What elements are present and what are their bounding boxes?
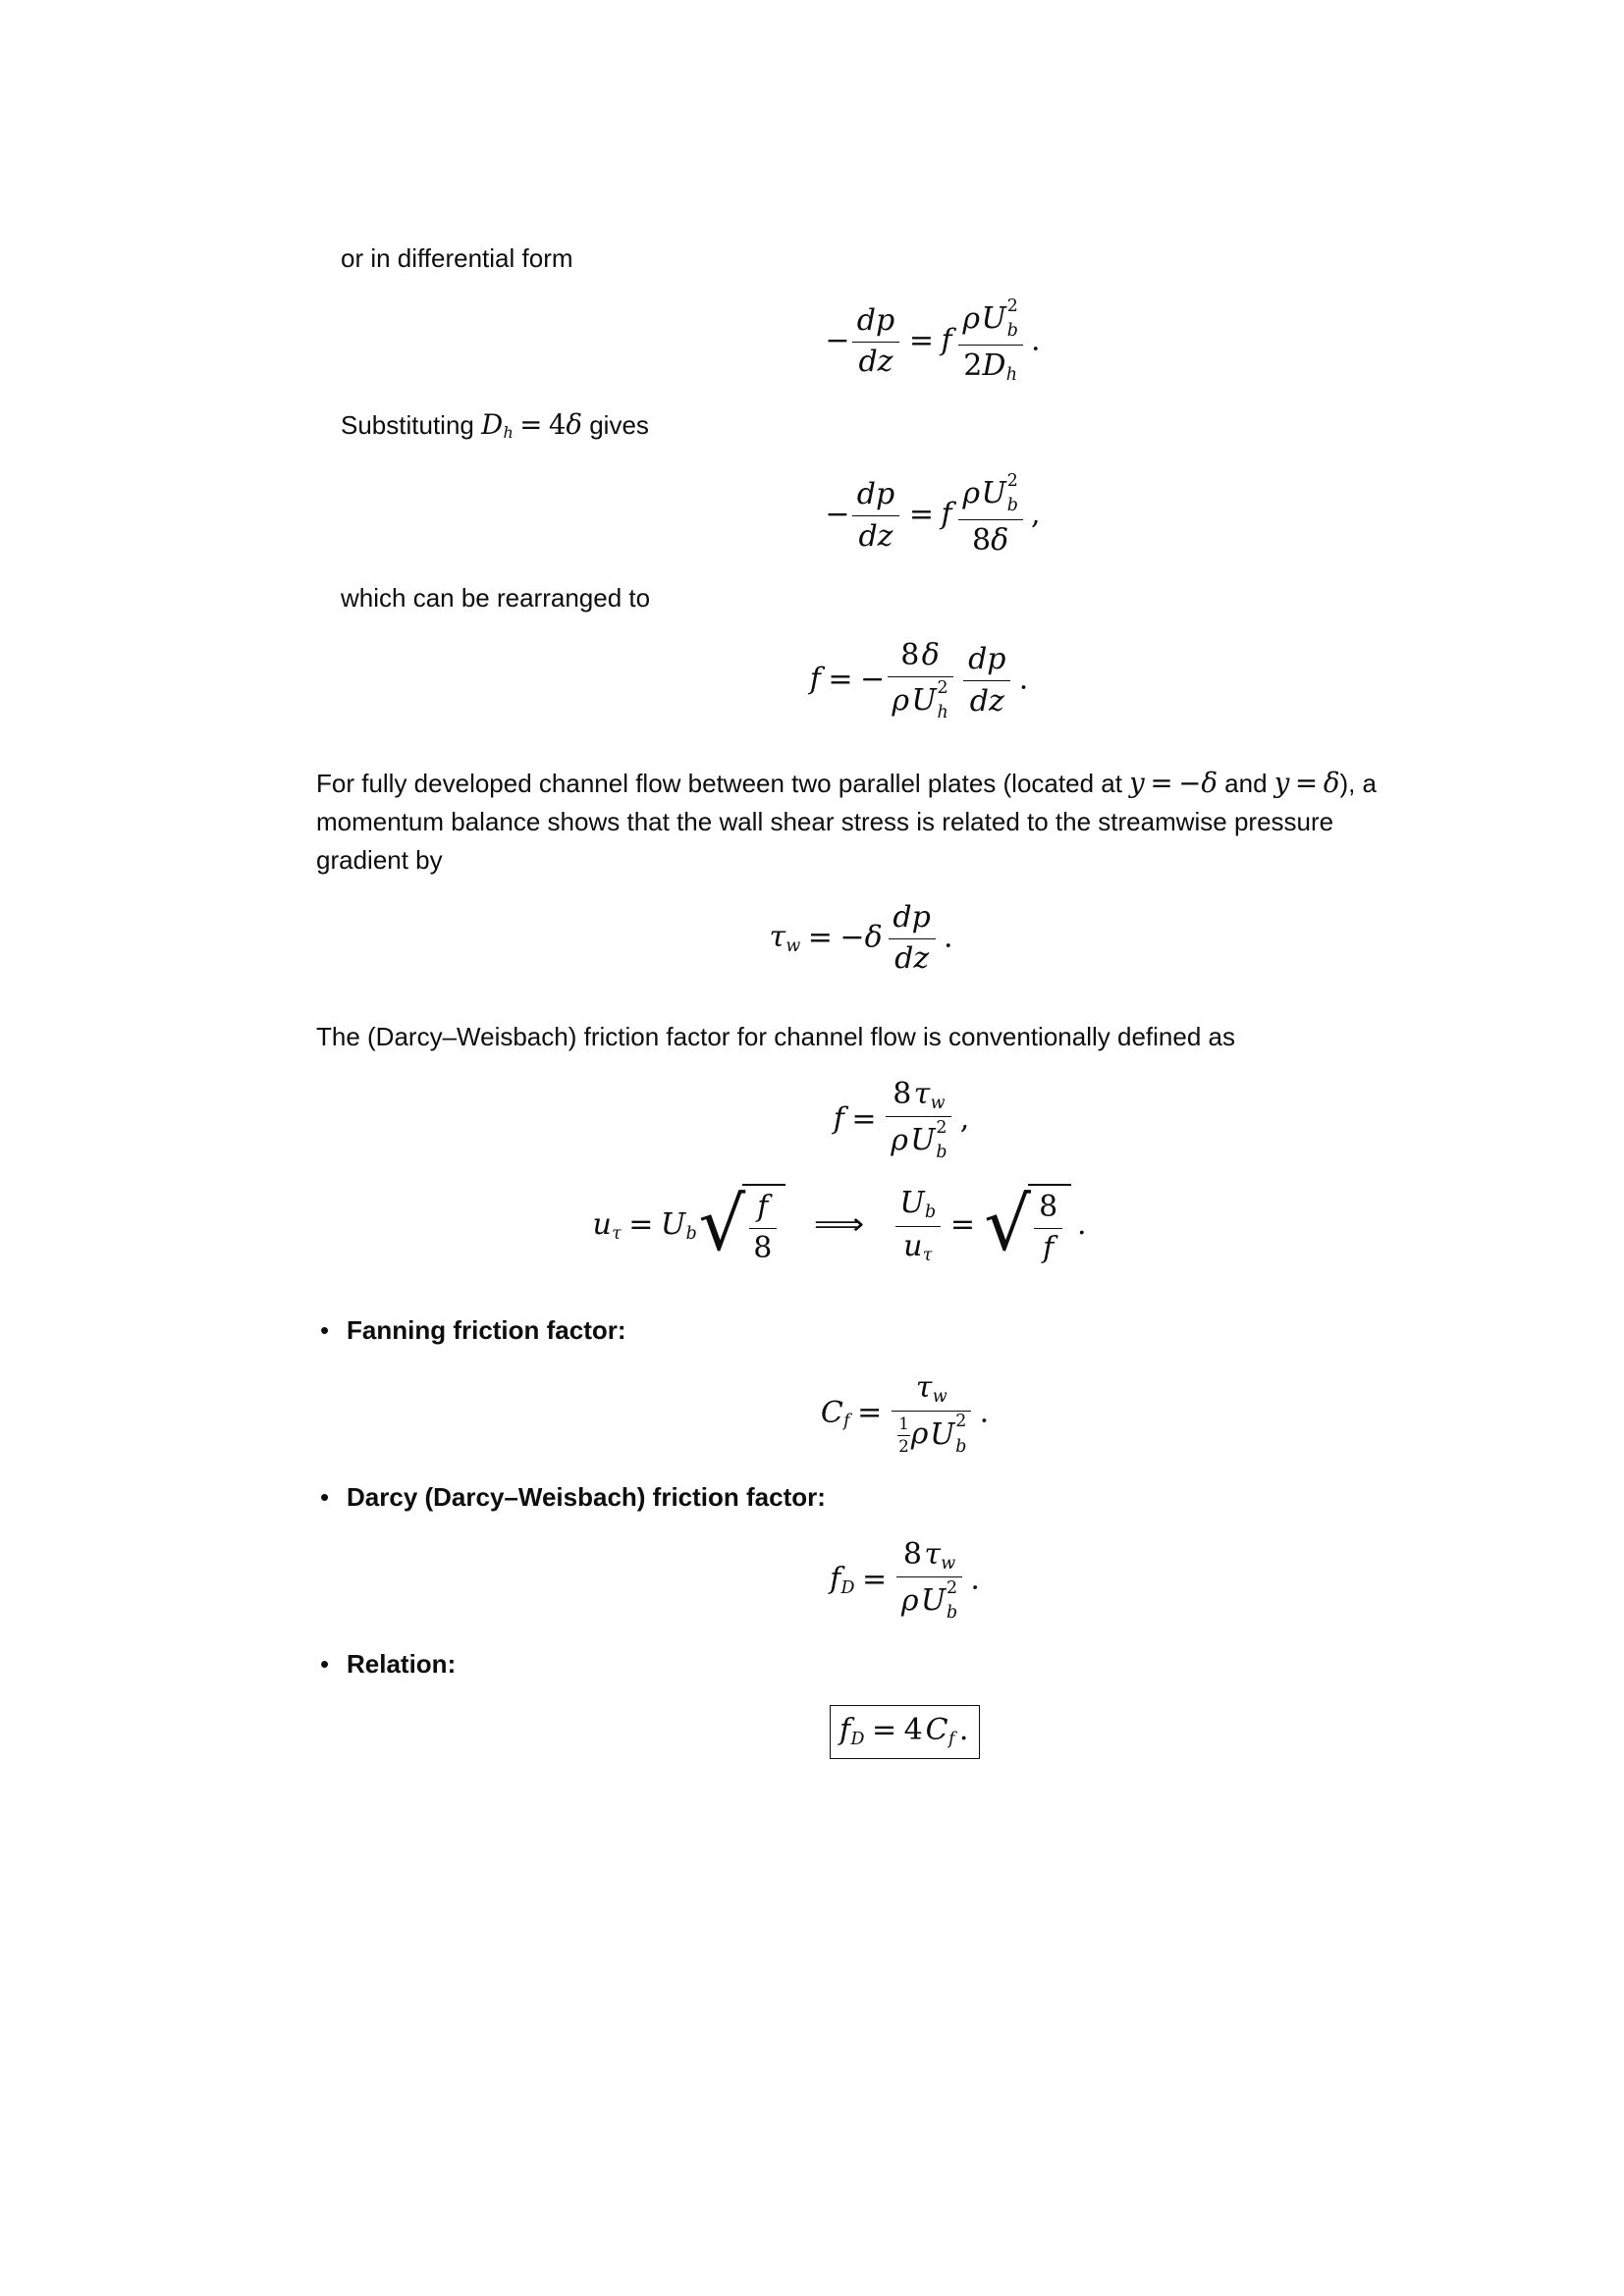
relation-label: Relation: xyxy=(347,1648,457,1679)
equation-fanning: Cf = τw $\frac{1}{2}$ ρU 2 b . xyxy=(820,1370,990,1457)
equation-darcy: fD = 8τw ρU 2 b . xyxy=(830,1536,980,1624)
paragraph-or-in-differential-form: or in differential form xyxy=(341,243,573,273)
paragraph-darcy-definition: The (Darcy–Weisbach) friction factor for channel flow is conventionally defined as xyxy=(316,1021,1235,1051)
paragraph-rearranged: which can be rearranged to xyxy=(341,583,651,614)
darcy-label: Darcy (Darcy–Weisbach) friction factor: xyxy=(347,1481,826,1512)
list-item-relation xyxy=(316,1645,1400,1759)
equation-differential-form: − $\frac{dp}{dz}$ = f ρU 2 b 2Dh . xyxy=(825,295,1041,385)
paragraph-channel-flow: For fully developed channel flow between two parallel plates (located at y = −δ and y = δ), a momentum balance shows that the wall shear stress is related to the streamwise pressure gradient by xyxy=(316,767,1378,875)
equation-wall-shear: τw = −δ $\frac{dp}{dz}$ . xyxy=(769,899,953,977)
equation-substituted: − $\frac{dp}{dz}$ = f ρU 2 b 8δ , xyxy=(825,470,1041,558)
friction-factor-list xyxy=(316,1311,1400,1759)
equation-friction-definition: f = 8τw ρU 2 b , xyxy=(833,1076,970,1163)
equation-friction-rearranged: f = − 8δ ρU 2 h $\frac{dp}{dz}$ . xyxy=(809,638,1029,723)
list-item-fanning xyxy=(316,1311,1400,1457)
equation-u-tau: uτ = Ub √ $\frac{f}{8}$ ⟹ $\frac{Ub}{u\tau}$ = √ $\frac{8}{f}$ . xyxy=(592,1181,1087,1268)
fanning-label: Fanning friction factor: xyxy=(347,1315,626,1346)
paragraph-substituting: Substituting Dh = 4δ gives xyxy=(341,408,649,442)
list-item-darcy xyxy=(316,1478,1400,1624)
equation-relation-boxed: fD = 4 Cf . xyxy=(830,1705,980,1759)
